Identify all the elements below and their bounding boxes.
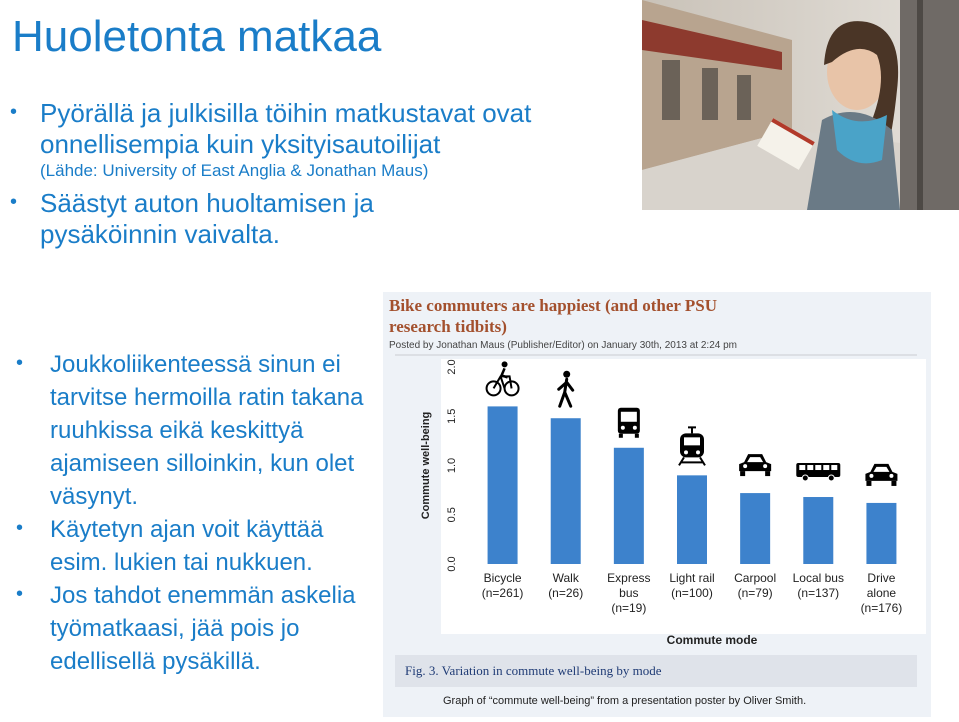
bullet-item xyxy=(10,98,640,182)
bullet-text: Käytetyn ajan voit käyttää esim. lukien tai nukkuen. xyxy=(50,516,324,576)
bullet-icon: • xyxy=(10,191,18,213)
y-tick-label: 0.5 xyxy=(446,507,458,523)
bullet-item xyxy=(16,348,380,513)
slide-title: Huoletonta matkaa xyxy=(12,12,382,61)
bar xyxy=(488,406,518,564)
x-axis-title: Commute mode xyxy=(666,633,758,647)
photo-woman-reading-at-station xyxy=(642,0,959,210)
x-tick-label: Bicycle xyxy=(483,571,522,585)
bullet-item xyxy=(10,188,640,250)
bar xyxy=(803,497,833,564)
bus-front-icon xyxy=(618,408,640,438)
plot-area xyxy=(420,359,926,647)
x-tick-label: Local bus xyxy=(792,571,844,585)
bullet-item xyxy=(16,579,380,678)
bullet-source: (Lähde: University of East Anglia & Jonathan Maus) xyxy=(40,161,429,180)
bullet-item xyxy=(16,513,380,579)
bullet-text: Säästyt auton huoltamisen ja pysäköinnin vaivalta. xyxy=(40,188,374,249)
x-tick-label: (n=19) xyxy=(611,601,647,615)
y-tick-label: 1.0 xyxy=(446,457,458,474)
chart-panel xyxy=(383,292,931,717)
bar xyxy=(866,503,896,564)
chart-footnote: Graph of “commute well-being” from a presentation poster by Oliver Smith. xyxy=(443,695,807,707)
bar xyxy=(740,493,770,564)
bullet-list-top xyxy=(10,98,640,250)
x-tick-label: (n=137) xyxy=(797,586,840,600)
bar-chart xyxy=(383,292,931,717)
x-tick-label: (n=176) xyxy=(860,601,903,615)
x-tick-label: Walk xyxy=(552,571,579,585)
x-tick-label: (n=100) xyxy=(671,586,713,600)
bullet-icon: • xyxy=(16,583,24,605)
bullet-text: Pyörällä ja julkisilla töihin matkustavat ovat onnellisempia kuin yksityisautoilijat xyxy=(40,98,532,159)
bullet-icon: • xyxy=(16,352,24,374)
y-tick-label: 2.0 xyxy=(446,359,458,375)
bullet-text: Jos tahdot enemmän askelia työmatkaasi, jää pois jo edellisellä pysäkillä. xyxy=(50,582,356,675)
chart-title-line-1: Bike commuters are happiest (and other PSU xyxy=(389,296,718,315)
x-tick-label: alone xyxy=(866,586,897,600)
x-tick-label: Carpool xyxy=(734,571,777,585)
x-tick-label: Express xyxy=(607,571,651,585)
x-tick-label: (n=79) xyxy=(737,586,773,600)
bar xyxy=(551,418,581,564)
x-tick-label: bus xyxy=(619,586,639,600)
y-axis-title: Commute well-being xyxy=(420,411,432,520)
x-tick-label: (n=26) xyxy=(548,586,584,600)
photo-illustration xyxy=(642,0,959,210)
x-tick-label: Light rail xyxy=(669,571,715,585)
x-tick-label: Drive xyxy=(867,571,896,585)
bar xyxy=(677,475,707,564)
bullet-list-bottom xyxy=(16,348,380,678)
bar xyxy=(614,448,644,564)
chart-byline: Posted by Jonathan Maus (Publisher/Editor) on January 30th, 2013 at 2:24 pm xyxy=(389,340,737,351)
bullet-icon: • xyxy=(10,101,18,123)
fig-caption: Fig. 3. Variation in commute well-being by mode xyxy=(405,663,662,678)
bullet-icon: • xyxy=(16,517,24,539)
chart-title-line-2: research tidbits) xyxy=(389,317,507,336)
y-tick-label: 1.5 xyxy=(446,408,458,424)
x-tick-label: (n=261) xyxy=(481,586,524,600)
bullet-text: Joukkoliikenteessä sinun ei tarvitse hermoilla ratin takana ruuhkissa eikä keskittyä ajamiseen silloinkin, kun olet väsynyt. xyxy=(50,351,364,510)
y-tick-label: 0.0 xyxy=(446,556,458,572)
